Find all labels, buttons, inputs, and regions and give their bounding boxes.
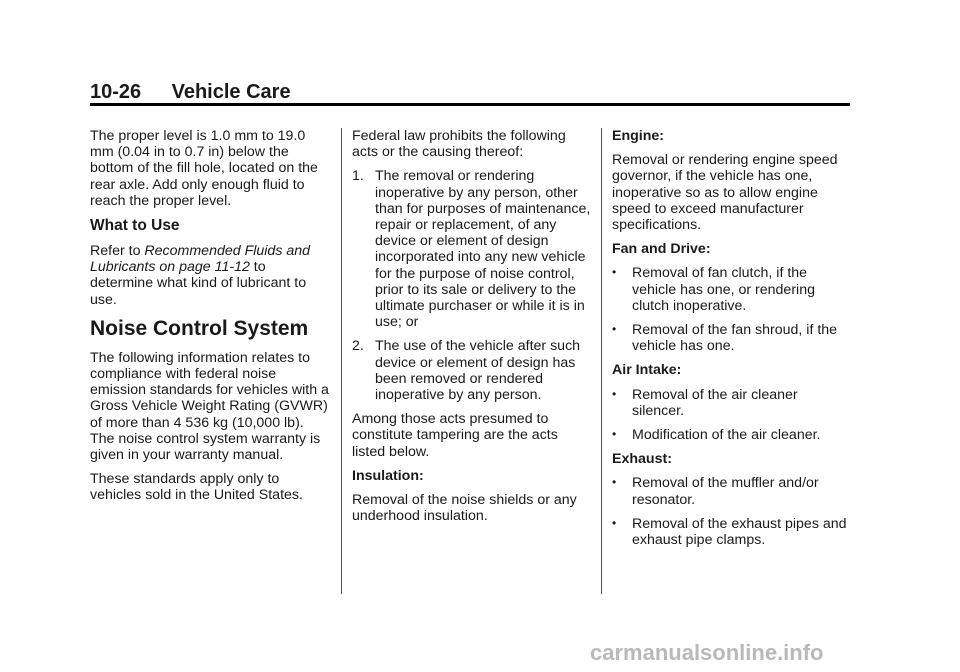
column-divider-1	[341, 128, 342, 594]
item-text: The removal or rendering inoperative by any person, other than for purposes of maintenance, repair or replacement, of any device or element of design incorporated into any new vehicle for the purpose of noise control, prior to its sale or delivery to the ultimate purchaser or while it is in use; or	[375, 168, 591, 331]
item-number: 2.	[352, 338, 364, 355]
list-item	[612, 387, 852, 419]
bullet-icon: •	[612, 322, 617, 337]
exhaust-heading: Exhaust:	[612, 451, 672, 468]
refer-prefix: Refer to	[90, 243, 145, 260]
noise-control-heading: Noise Control System	[90, 316, 309, 340]
fluid-level-paragraph: The proper level is 1.0 mm to 19.0 mm (0.04 in to 0.7 in) below the bottom of the fill hole, located on the rear axle. Add only enough fluid to reach the proper level.	[90, 128, 318, 209]
list-item	[612, 475, 852, 507]
standards-paragraph: These standards apply only to vehicles sold in the United States.	[90, 471, 303, 504]
list-item	[612, 516, 852, 548]
list-item	[612, 322, 852, 354]
column-middle	[352, 128, 592, 532]
federal-law-paragraph: Federal law prohibits the following acts or the causing thereof:	[352, 128, 566, 161]
header-rule	[90, 103, 850, 106]
watermark: carmanualsonline.info	[590, 640, 824, 665]
section-title: Vehicle Care	[171, 81, 291, 103]
what-to-use-heading: What to Use	[90, 217, 180, 235]
bullet-icon: •	[612, 265, 617, 280]
column-right	[612, 128, 852, 556]
bullet-text: Removal of the exhaust pipes and exhaust pipe clamps.	[632, 515, 847, 549]
bullet-text: Removal of the fan shroud, if the vehicle has one.	[632, 322, 838, 355]
prohibited-act-item	[352, 338, 592, 403]
bullet-icon: •	[612, 515, 617, 530]
tampering-paragraph: Among those acts presumed to constitute tampering are the acts listed below.	[352, 411, 558, 460]
bullet-icon: •	[612, 475, 617, 490]
bullet-text: Removal of the muffler and/or resonator.	[632, 475, 819, 508]
insulation-text: Removal of the noise shields or any underhood insulation.	[352, 492, 577, 525]
bullet-icon: •	[612, 386, 617, 401]
bullet-icon: •	[612, 427, 617, 442]
noise-compliance-paragraph: The following information relates to compliance with federal noise emission standards for vehicles with a Gross Vehicle Weight Rating (GVWR) of more than 4 536 kg (10,000 lb). The noise control system warranty is given in your warranty manual.	[90, 349, 329, 464]
item-text: The use of the vehicle after such device or element of design has been removed or rendered inoperative by any person.	[375, 338, 581, 404]
list-item	[612, 265, 852, 314]
refer-suffix: to determine what kind of lubricant to use.	[90, 259, 307, 308]
column-divider-2	[601, 128, 602, 594]
bullet-text: Removal of fan clutch, if the vehicle has one, or rendering clutch inoperative.	[632, 265, 815, 314]
prohibited-act-item	[352, 168, 592, 330]
engine-heading: Engine:	[612, 128, 665, 144]
list-item	[612, 427, 852, 443]
insulation-heading: Insulation:	[352, 467, 424, 484]
refer-paragraph	[90, 243, 330, 308]
fan-drive-heading: Fan and Drive:	[612, 241, 711, 258]
air-intake-heading: Air Intake:	[612, 362, 682, 379]
item-number: 1.	[352, 168, 364, 185]
fluids-reference-link[interactable]: Recommended Fluids and Lubricants on page 11-12	[90, 243, 311, 276]
bullet-text: Modification of the air cleaner.	[632, 427, 821, 444]
engine-text: Removal or rendering engine speed governor, if the vehicle has one, inoperative so as to allow engine speed to exceed manufacturer specifications.	[612, 152, 838, 234]
page-header	[90, 80, 291, 104]
bullet-text: Removal of the air cleaner silencer.	[632, 386, 798, 419]
column-left	[90, 128, 330, 512]
page-number: 10-26	[90, 81, 142, 103]
